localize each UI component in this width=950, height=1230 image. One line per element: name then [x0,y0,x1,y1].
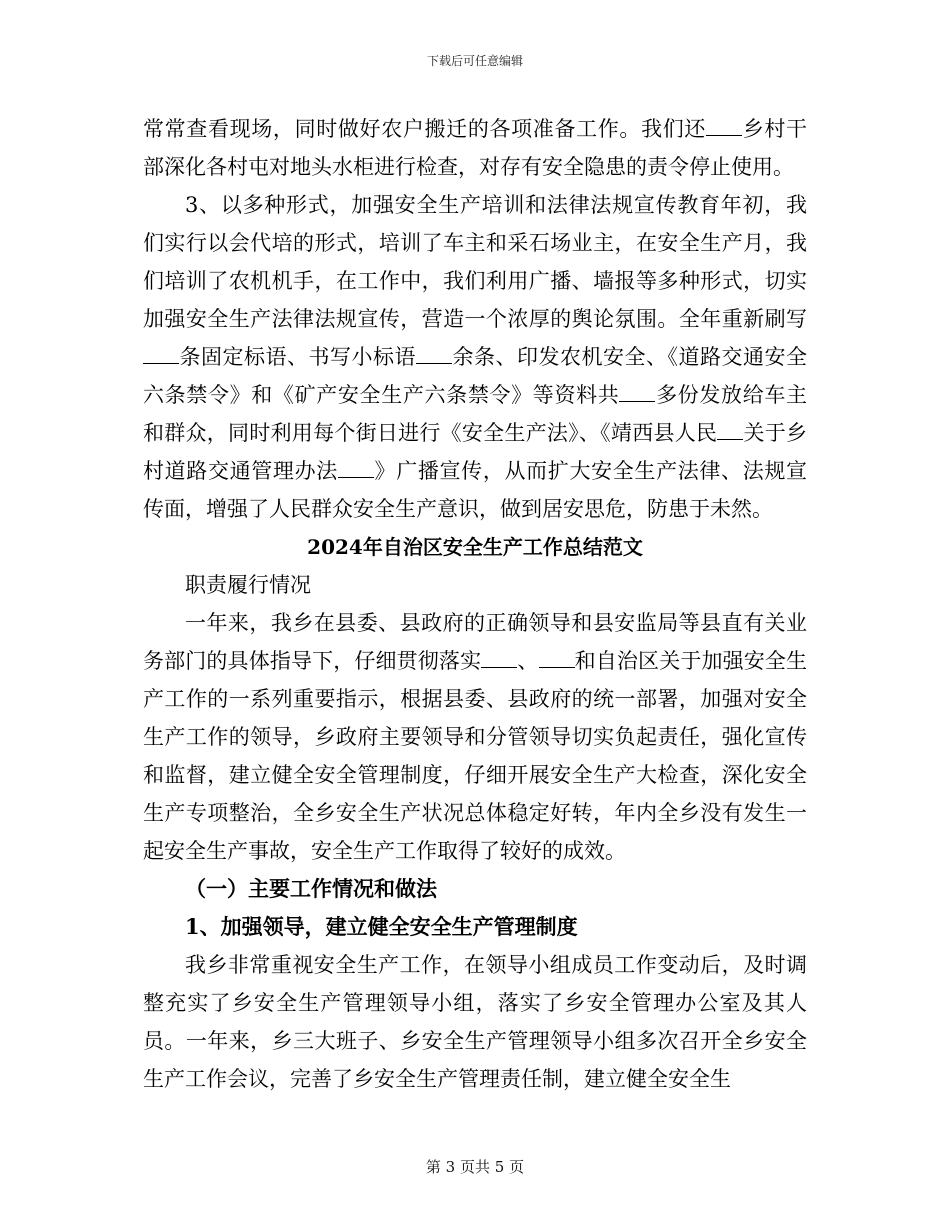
fill-blank [619,379,655,402]
text-run: 多份发放给车主和群众，同时利用每个街日进行《安全生产法》、《靖西县人民 [143,383,808,445]
fill-blank [416,341,452,364]
text-run: 》广播宣传，从而扩大安全生产法律、法规宣传面，增强了人民群众安全生产意识，做到居安思危，防患于未然。 [143,459,808,521]
heading-main-work: （一）主要工作情况和做法 [185,876,437,901]
text-run: 一年来，我乡在县委、县政府的正确领导和县安监局等县直有关业务部门的具体指导下，仔细贯彻落实 [143,611,807,673]
section-title: 2024年自治区安全生产工作总结范文 [307,535,643,559]
fill-blank [338,455,374,478]
document-body [143,110,807,1098]
page-header: 下载后可任意编辑 [426,54,523,68]
fill-blank [717,417,743,440]
text-run: 3、以多种形式，加强安全生产培训和法律法规宣传教育年初，我们实行以会代培的形式，培训了车主和采石场业主，在安全生产月，我们培训了农机机手，在工作中，我们利用广播、墙报等多种形式，切实加强安全生产法律法规宣传，营造一个浓厚的舆论氛围。全年重新刷写 [143,193,807,331]
heading-strengthen-leadership: 1、加强领导，建立健全安全生产管理制度 [185,914,578,939]
fill-blank [706,113,742,136]
text-run: 和自治区关于加强安全生产工作的一系列重要指示，根据县委、县政府的统一部署，加强对安全生产工作的领导，乡政府主要领导和分管领导切实负起责任，强化宣传和监督，建立健全安全管理制度，仔细开展安全生产大检查，深化安全生产专项整治，全乡安全生产状况总体稳定好转，年内全乡没有发生一起安全生产事故，安全生产工作取得了较好的成效。 [143,649,808,863]
fill-blank [143,341,179,364]
text-run: 常常查看现场，同时做好农户搬迁的各项准备工作。我们还 [143,117,707,141]
text-run: 关于乡村道路交通管理办法 [143,421,808,483]
paragraph-publicity [143,186,807,528]
page-footer: 第 3 页共 5 页 [425,1158,525,1176]
text-run: 条固定标语、书写小标语 [179,345,416,369]
paragraph-leadership: 我乡非常重视安全生产工作，在领导小组成员工作变动后，及时调整充实了乡安全生产管理领导小组，落实了乡安全管理办公室及其人员。一年来，乡三大班子、乡安全生产管理领导小组多次召开全乡安全生产工作会议，完善了乡安全生产管理责任制，建立健全安全生 [143,953,807,1091]
fill-blank [481,645,517,668]
text-run: 乡村干部深化各村屯对地头水柜进行检查，对存有安全隐患的责令停止使用。 [143,117,808,179]
subheading-duty: 职责履行情况 [185,573,311,597]
text-run: 、 [517,649,539,673]
paragraph-summary [143,604,807,870]
fill-blank [539,645,575,668]
paragraph-continuation [143,110,807,186]
text-run: 余条、印发农机安全、《道路交通安全六条禁令》和《矿产安全生产六条禁令》等资料共 [143,345,807,407]
